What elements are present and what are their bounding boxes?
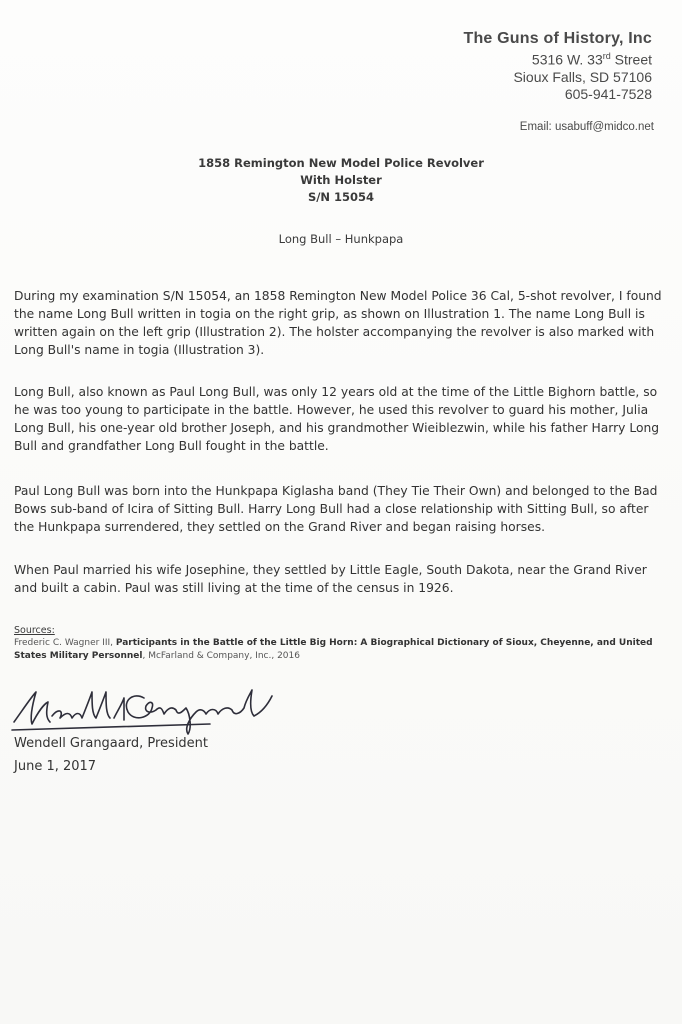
phone-number: 605-941-7528: [564, 85, 652, 102]
signer-name: Wendell Grangaard, President: [14, 736, 209, 751]
signature-date: June 1, 2017: [14, 759, 97, 774]
letterhead: [463, 30, 652, 103]
source-author: Frederic C. Wagner III,: [14, 638, 116, 648]
document-title: [0, 155, 682, 206]
title-line-1: 1858 Remington New Model Police Revolver: [198, 156, 484, 170]
source-book-title: Participants in the Battle of the Little Big Horn: A Biographical Dictionary of Sioux, Cheyenne, and United States Military Personnel: [14, 638, 653, 661]
street-suffix: rd: [602, 51, 611, 61]
subject-line: Long Bull – Hunkpapa: [278, 232, 404, 246]
source-citation: [14, 637, 664, 663]
paragraph-family: Paul Long Bull was born into the Hunkpapa Kiglasha band (They Tie Their Own) and belonged to the Bad Bows sub-band of Icira of Sitting Bull. Harry Long Bull had a close relationship with Sitting Bull, so after the Hunkpapa surrendered, they settled on the Grand River and began raising horses.: [14, 484, 658, 534]
handwritten-signature: [10, 678, 280, 738]
sources-label: Sources:: [14, 625, 55, 636]
title-line-2: With Holster: [300, 173, 382, 187]
source-publisher: , McFarland & Company, Inc., 2016: [142, 651, 300, 661]
street-number: 5316 W. 33: [531, 51, 603, 68]
paragraph-marriage: When Paul married his wife Josephine, they settled by Little Eagle, South Dakota, near the Grand River and built a cabin. Paul was still living at the time of the census in 1926.: [14, 563, 647, 595]
company-name: The Guns of History, Inc: [463, 30, 652, 47]
title-line-3: S/N 15054: [307, 190, 375, 204]
email-address: Email: usabuff@midco.net: [519, 121, 654, 133]
street-address: [463, 48, 652, 69]
paragraph-long-bull: Long Bull, also known as Paul Long Bull, was only 12 years old at the time of the Little Bighorn battle, so he was too young to participate in the battle. However, he used this revolver to guard his mother, Julia Long Bull, his one-year old brother Joseph, and his grandmother Wieiblezwin, while his father Harry Long Bull and grandfather Long Bull fought in the battle.: [14, 385, 660, 453]
paragraph-examination: During my examination S/N 15054, an 1858 Remington New Model Police 36 Cal, 5-shot revolver, I found the name Long Bull written in togia on the right grip, as shown on Illustration 1. The name Long Bull is written again on the left grip (Illustration 2). The holster accompanying the revolver is also marked with Long Bull's name in togia (Illustration 3).: [14, 289, 662, 357]
street-name: Street: [610, 51, 652, 68]
city-state-zip: Sioux Falls, SD 57106: [513, 68, 652, 85]
